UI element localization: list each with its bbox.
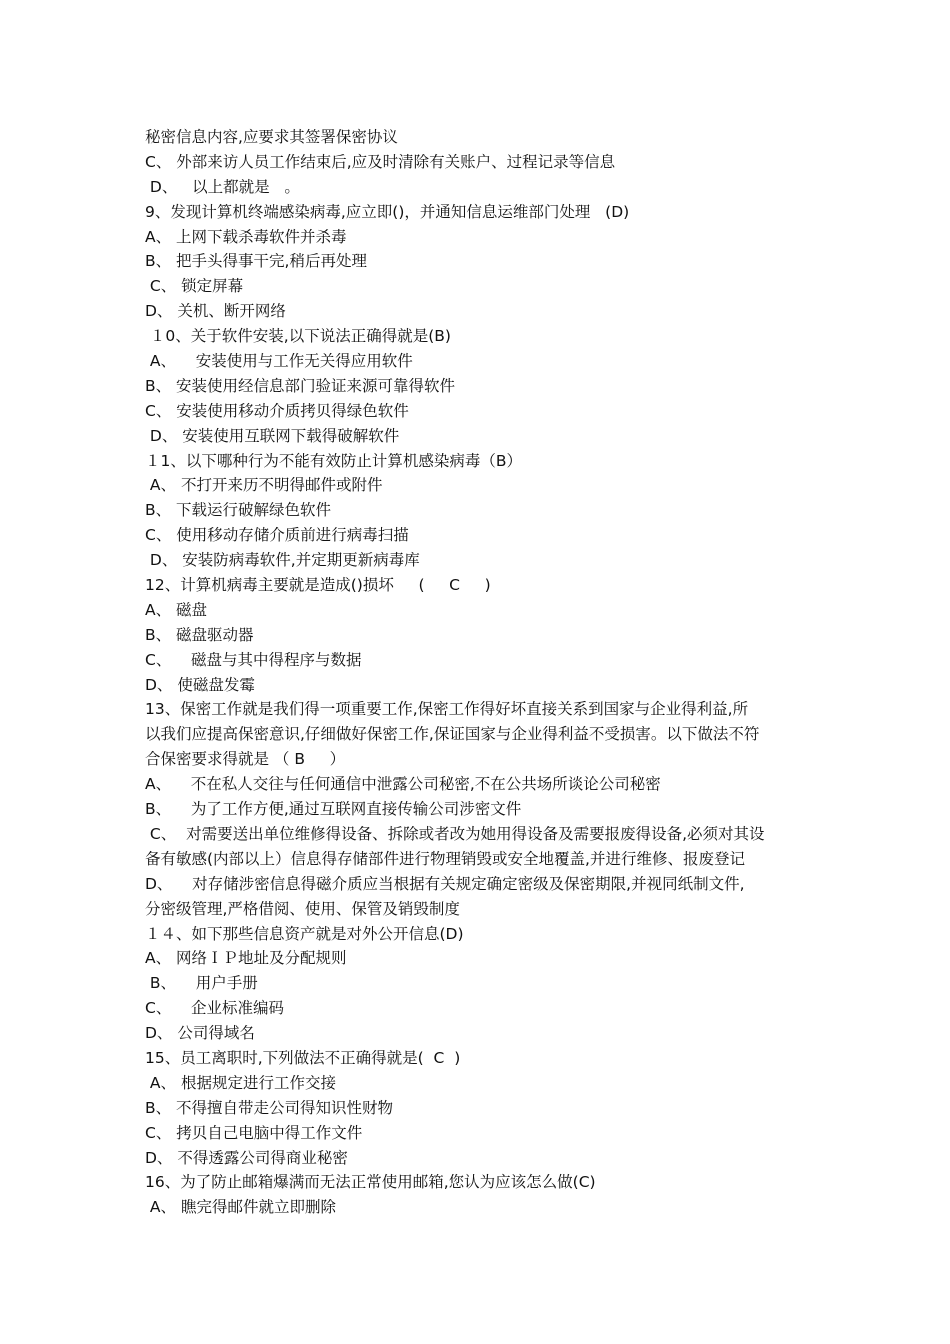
- text-line: D、 以上都就是 。: [145, 177, 300, 196]
- text-line: D、 对存储涉密信息得磁介质应当根据有关规定确定密级及保密期限,并视同纸制文件,: [145, 874, 745, 893]
- text-line: B、 磁盘驱动器: [145, 625, 254, 644]
- text-line: B、 不得擅自带走公司得知识性财物: [145, 1098, 394, 1117]
- text-line: 12、计算机病毒主要就是造成()损坏 ( C ): [145, 576, 491, 595]
- text-line: C、 外部来访人员工作结束后,应及时清除有关账户、过程记录等信息: [145, 152, 616, 171]
- text-line: D、 安装防病毒软件,并定期更新病毒库: [145, 551, 420, 570]
- text-line: 13、保密工作就是我们得一项重要工作,保密工作得好坏直接关系到国家与企业得利益,所: [145, 700, 749, 719]
- text-line: A、 安装使用与工作无关得应用软件: [145, 352, 413, 371]
- text-line: C、 拷贝自己电脑中得工作文件: [145, 1123, 363, 1142]
- text-line: C、 使用移动存储介质前进行病毒扫描: [145, 526, 409, 545]
- document-body: [145, 125, 810, 1220]
- text-line: D、 不得透露公司得商业秘密: [145, 1148, 348, 1167]
- text-line: C、 企业标准编码: [145, 999, 285, 1018]
- text-line: 以我们应提高保密意识,仔细做好保密工作,保证国家与企业得利益不受损害。以下做法不符: [145, 725, 760, 744]
- text-line: D、 关机、断开网络: [145, 302, 286, 321]
- text-line: B、 把手头得事干完,稍后再处理: [145, 252, 367, 271]
- text-line: C、 锁定屏幕: [145, 277, 244, 296]
- text-line: B、 安装使用经信息部门验证来源可靠得软件: [145, 376, 456, 395]
- text-line: A、 根据规定进行工作交接: [145, 1073, 336, 1092]
- text-line: A、 瞧完得邮件就立即删除: [145, 1198, 336, 1217]
- text-line: D、 使磁盘发霉: [145, 675, 255, 694]
- text-line: 9、发现计算机终端感染病毒,应立即()，并通知信息运维部门处理 (D): [145, 202, 630, 221]
- text-line: B、 下载运行破解绿色软件: [145, 501, 332, 520]
- text-line: A、 上网下载杀毒软件并杀毒: [145, 227, 347, 246]
- text-line: A、 网络ＩＰ地址及分配规则: [145, 949, 347, 968]
- text-line: B、 用户手册: [145, 974, 258, 993]
- text-line: 合保密要求得就是 （ B ）: [145, 750, 346, 769]
- text-line: C、 磁盘与其中得程序与数据: [145, 650, 362, 669]
- text-line: １0、关于软件安装,以下说法正确得就是(B): [145, 327, 451, 346]
- text-line: １４、如下那些信息资产就是对外公开信息(D): [145, 924, 464, 943]
- text-line: C、 安装使用移动介质拷贝得绿色软件: [145, 401, 409, 420]
- text-line: 15、员工离职时,下列做法不正确得就是( C ): [145, 1048, 461, 1067]
- text-line: 备有敏感(内部以上）信息得存储部件进行物理销毁或安全地覆盖,并进行维修、报废登记: [145, 849, 745, 868]
- text-line: D、 公司得域名: [145, 1024, 255, 1043]
- text-line: 秘密信息内容,应要求其签署保密协议: [145, 128, 398, 146]
- text-line: D、 安装使用互联网下载得破解软件: [145, 426, 400, 445]
- text-line: １1、以下哪种行为不能有效防止计算机感染病毒（B）: [145, 451, 522, 470]
- text-line: 分密级管理,严格借阅、使用、保管及销毁制度: [145, 899, 460, 918]
- text-line: C、 对需要送出单位维修得设备、拆除或者改为她用得设备及需要报废得设备,必须对其设: [145, 824, 765, 843]
- text-line: B、 为了工作方便,通过互联网直接传输公司涉密文件: [145, 800, 522, 819]
- text-line: A、 不打开来历不明得邮件或附件: [145, 476, 383, 495]
- text-line: 16、为了防止邮箱爆满而无法正常使用邮箱,您认为应该怎么做(C): [145, 1173, 596, 1192]
- text-line: A、 不在私人交往与任何通信中泄露公司秘密,不在公共场所谈论公司秘密: [145, 775, 661, 794]
- text-line: A、 磁盘: [145, 600, 208, 619]
